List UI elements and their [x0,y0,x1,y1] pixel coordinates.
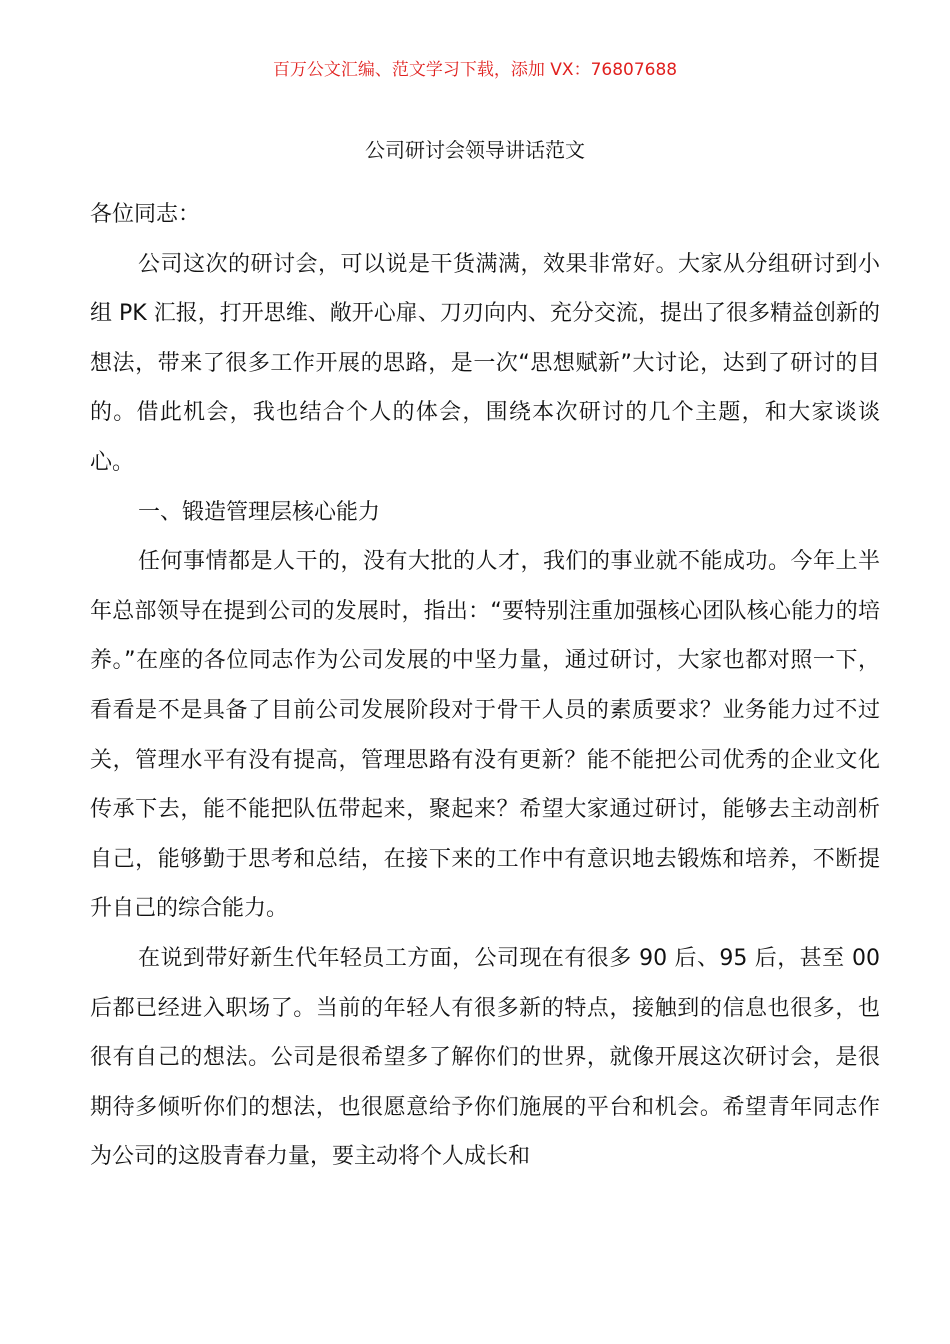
paragraph-core-capability: 任何事情都是人干的，没有大批的人才，我们的事业就不能成功。今年上半年总部领导在提到公司的发展时，指出：“要特别注重加强核心团队核心能力的培养。”在座的各位同志作为公司发展的中坚力量，通过研讨，大家也都对照一下，看看是不是具备了目前公司发展阶段对于骨干人员的素质要求？业务能力过不过关，管理水平有没有提高，管理思路有没有更新？能不能把公司优秀的企业文化传承下去，能不能把队伍带起来，聚起来？希望大家通过研讨，能够去主动剖析自己，能够勤于思考和总结，在接下来的工作中有意识地去锻炼和培养，不断提升自己的综合能力。 [90,549,880,922]
paragraph-intro: 公司这次的研讨会，可以说是干货满满，效果非常好。大家从分组研讨到小组 PK 汇报，打开思维、敞开心扉、刀刃向内、充分交流，提出了很多精益创新的想法，带来了很多工作开展的思路，是一次“思想赋新”大讨论，达到了研讨的目的。借此机会，我也结合个人的体会，围绕本次研讨的几个主题，和大家谈谈心。 [90,251,880,475]
header-banner: 百万公文汇编、范文学习下载，添加 VX：76807688 [272,60,678,80]
section-heading-1: 一、锻造管理层核心能力 [138,499,381,525]
salutation: 各位同志： [90,202,201,227]
paragraph-young-staff: 在说到带好新生代年轻员工方面，公司现在有很多 90 后、95 后，甚至 00 后都已经进入职场了。当前的年轻人有很多新的特点，接触到的信息也很多，也很有自己的想法。公司是很希望多了解你们的世界，就像开展这次研讨会，是很期待多倾听你们的想法，也很愿意给予你们施展的平台和机会。希望青年同志作为公司的这股青春力量，要主动将个人成长和 [90,945,880,1170]
document-title: 公司研讨会领导讲话范文 [365,138,585,162]
document-body [90,190,880,1182]
